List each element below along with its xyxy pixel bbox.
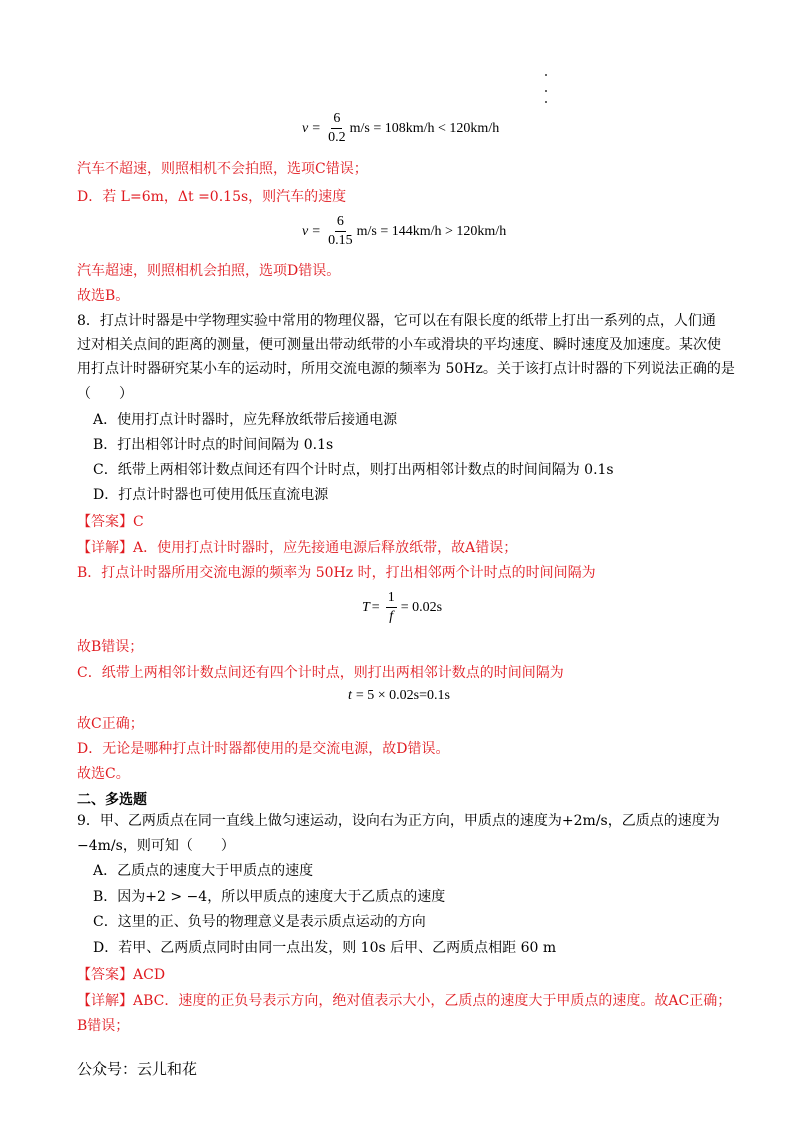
text-line: 故选B。 xyxy=(77,288,130,304)
denominator: f xyxy=(389,609,394,624)
denominator: 0.2 xyxy=(328,130,346,145)
fraction xyxy=(386,590,397,625)
explanation-line: 【详解】ABC．速度的正负号表示方向，绝对值表示大小，乙质点的速度大于甲质点的速度。故AC正确； xyxy=(77,993,732,1009)
explanation-line: D．无论是哪种打点计时器都使用的是交流电源，故D错误。 xyxy=(77,741,450,757)
eq-sign: = xyxy=(371,599,380,615)
question-stem: 过对相关点间的距离的测量，便可测量出带动纸带的小车或滑块的平均速度、瞬时速度及加速度。某次使 xyxy=(77,337,721,353)
eq-rhs: = 0.02s xyxy=(400,599,443,615)
equation-interval xyxy=(348,688,450,704)
question-paren: （ ） xyxy=(77,386,133,402)
eq-rhs: m/s = 144km/h > 120km/h xyxy=(356,223,507,239)
explanation-line: B错误； xyxy=(77,1018,130,1034)
option-b: B．因为+2 > −4，所以甲质点的速度大于乙质点的速度 xyxy=(93,889,446,905)
dot-mark xyxy=(545,90,547,92)
option-d: D．打点计时器也可使用低压直流电源 xyxy=(93,487,329,503)
footer-credit: 公众号：云儿和花 xyxy=(77,1060,198,1078)
dot-mark xyxy=(545,101,547,103)
section-heading: 二、多选题 xyxy=(77,792,147,808)
explanation-line: B．打点计时器所用交流电源的频率为 50Hz 时，打出相邻两个计时点的时间间隔为 xyxy=(77,565,596,581)
numerator: 6 xyxy=(335,214,346,232)
option-b: B．打出相邻计时点的时间间隔为 0.1s xyxy=(93,437,334,453)
question-stem: 9．甲、乙两质点在同一直线上做匀速运动，设向右为正方向，甲质点的速度为+2m/s，乙质点的速度为 xyxy=(77,813,720,829)
equation-speed-2 xyxy=(302,214,506,249)
text-line: 汽车不超速，则照相机不会拍照，选项C错误； xyxy=(77,161,368,177)
option-a: A．使用打点计时器时，应先释放纸带后接通电源 xyxy=(93,412,398,428)
option-c: C．纸带上两相邻计数点间还有四个计时点，则打出两相邻计数点的时间间隔为 0.1s xyxy=(93,462,614,478)
dot-mark xyxy=(545,74,547,76)
eq-sign: = xyxy=(312,223,321,239)
numerator: 6 xyxy=(331,111,342,129)
option-c: C．这里的正、负号的物理意义是表示质点运动的方向 xyxy=(93,914,426,930)
eq-var: v xyxy=(302,223,309,239)
question-stem: −4m/s，则可知（ ） xyxy=(77,838,235,854)
eq-var: T xyxy=(362,599,370,615)
eq-sign: = xyxy=(312,120,321,136)
text-line: 汽车超速，则照相机会拍照，选项D错误。 xyxy=(77,263,341,279)
denominator: 0.15 xyxy=(328,233,353,248)
explanation-line: 【详解】A．使用打点计时器时，应先接通电源后释放纸带，故A错误； xyxy=(77,540,518,556)
explanation-line: 故C正确； xyxy=(77,716,144,732)
fraction xyxy=(328,214,353,249)
question-stem: 用打点计时器研究某小车的运动时，所用交流电源的频率为 50Hz。关于该打点计时器的下列说法正确的是 xyxy=(77,361,735,377)
option-d: D．若甲、乙两质点同时由同一点出发，则 10s 后甲、乙两质点相距 60 m xyxy=(93,940,557,956)
text-line: D．若 L=6m，Δt =0.15s，则汽车的速度 xyxy=(77,189,347,205)
equation-period xyxy=(362,590,442,625)
eq-rhs: m/s = 108km/h < 120km/h xyxy=(349,120,500,136)
option-a: A．乙质点的速度大于甲质点的速度 xyxy=(93,863,314,879)
fraction xyxy=(328,111,346,146)
explanation-line: 故选C。 xyxy=(77,766,130,782)
equation-speed-1 xyxy=(302,111,499,146)
eq-var: v xyxy=(302,120,309,136)
question-stem: 8．打点计时器是中学物理实验中常用的物理仪器，它可以在有限长度的纸带上打出一系列的点，人们通 xyxy=(77,313,716,329)
explanation-line: 故B错误； xyxy=(77,639,144,655)
numerator: 1 xyxy=(386,590,397,608)
eq-rhs: = 5 × 0.02s=0.1s xyxy=(355,688,450,703)
eq-var: t xyxy=(348,688,352,703)
answer-label: 【答案】ACD xyxy=(77,967,166,983)
explanation-line: C．纸带上两相邻计数点间还有四个计时点，则打出两相邻计数点的时间间隔为 xyxy=(77,665,564,681)
answer-label: 【答案】C xyxy=(77,514,144,530)
